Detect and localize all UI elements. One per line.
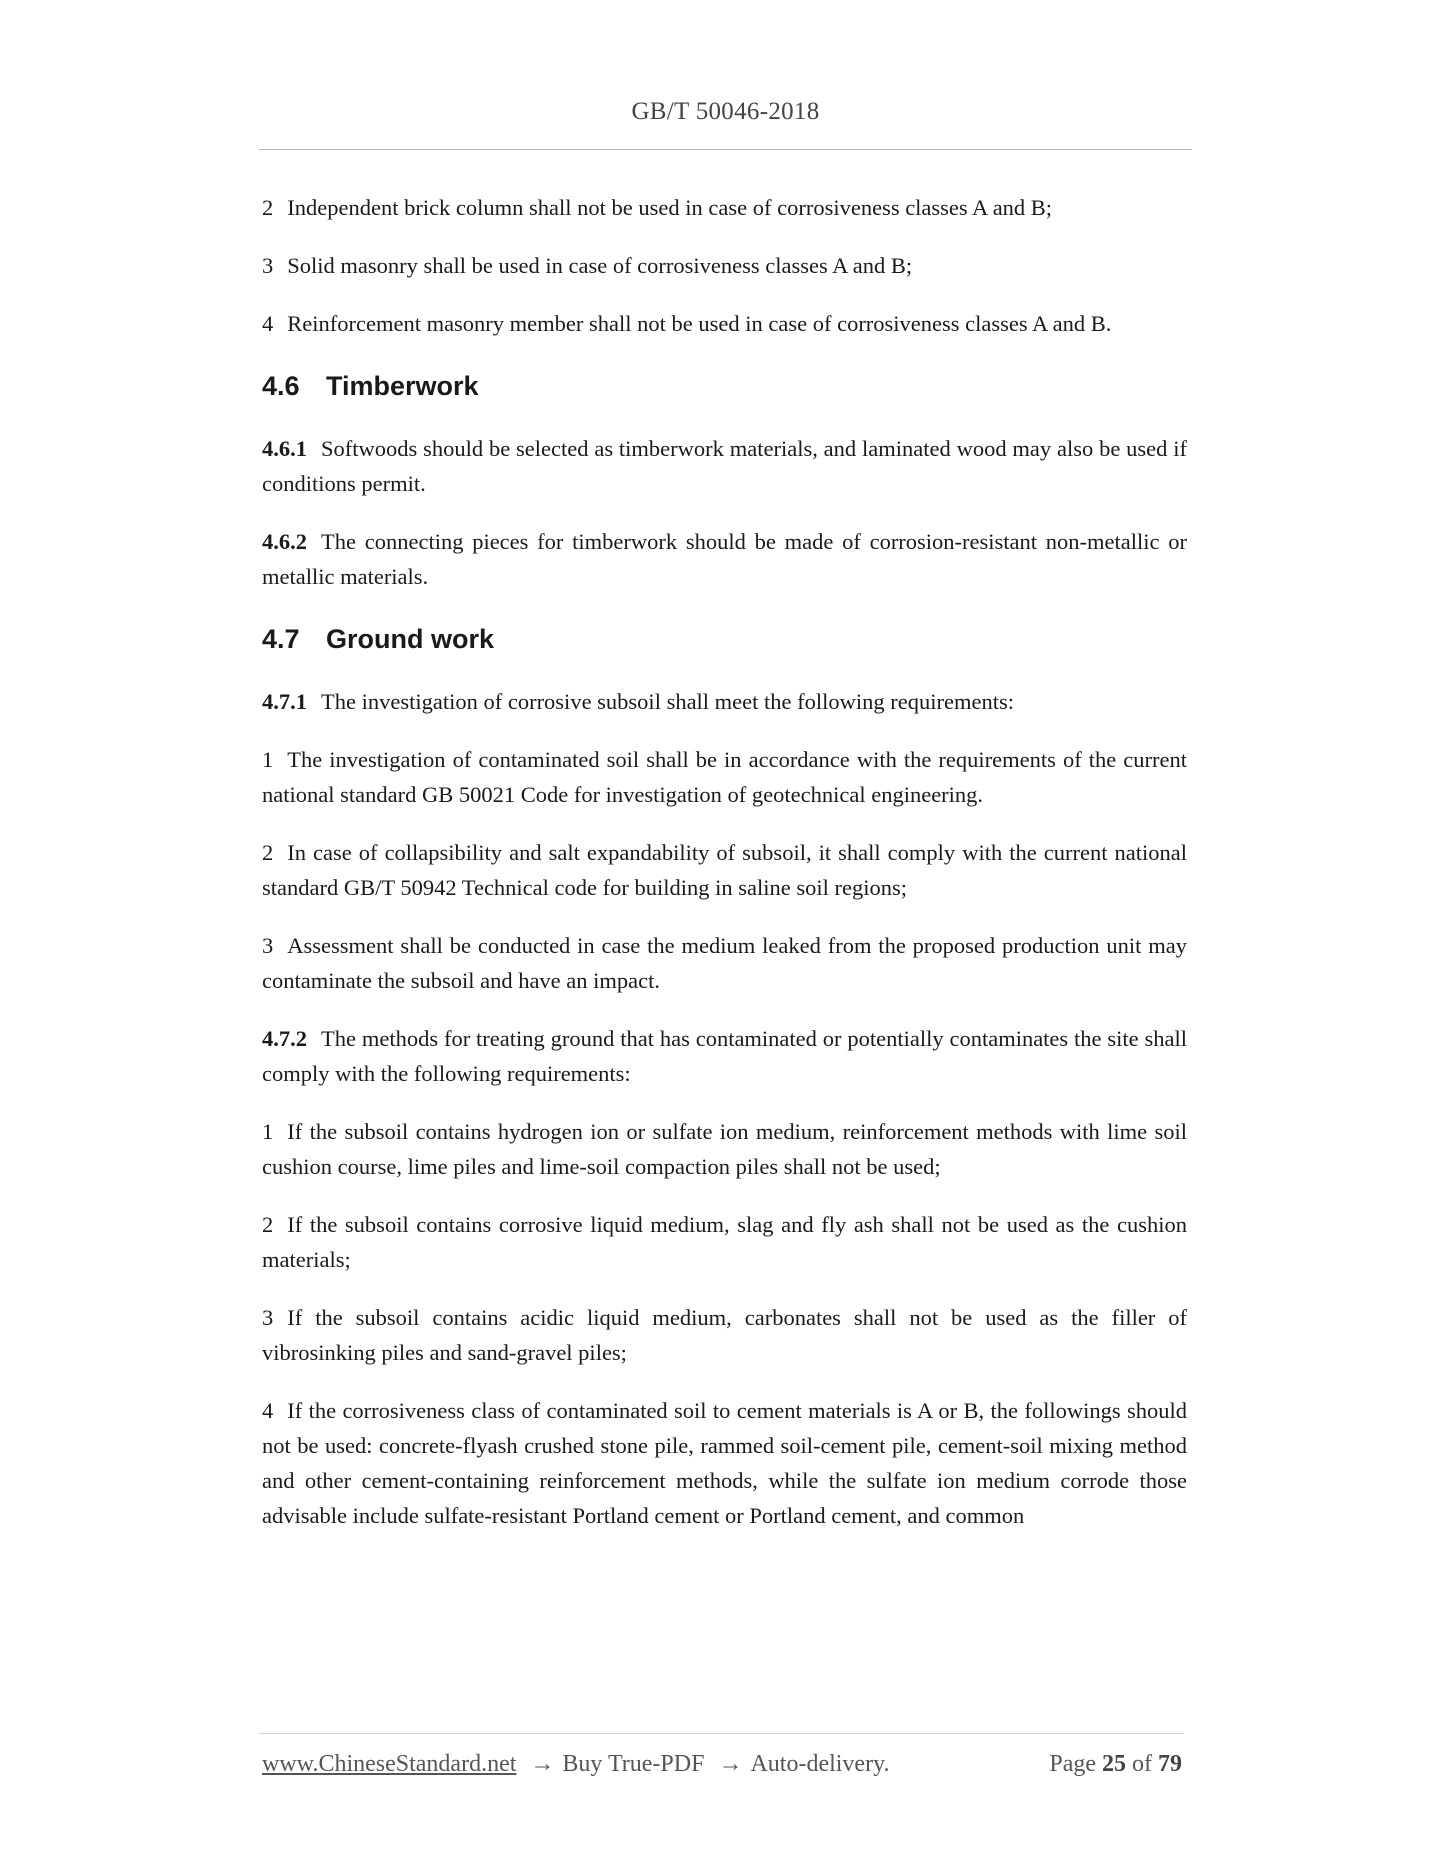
- section-title: Ground work: [326, 624, 494, 654]
- header-divider: [259, 149, 1192, 150]
- item-text: Reinforcement masonry member shall not be used in case of corrosiveness classes A and B.: [287, 311, 1112, 336]
- page-content: [262, 190, 1187, 1533]
- section-heading-4-6: [262, 369, 1187, 403]
- clause-4-6-2: [262, 524, 1187, 594]
- page-indicator: [1049, 1751, 1182, 1778]
- list-item: [262, 190, 1187, 225]
- list-item: [262, 1114, 1187, 1184]
- item-text: Independent brick column shall not be used in case of corrosiveness classes A and B;: [287, 195, 1053, 220]
- website-link[interactable]: www.ChineseStandard.net: [262, 1751, 517, 1777]
- section-title: Timberwork: [326, 371, 479, 401]
- of-label: of: [1132, 1751, 1152, 1777]
- list-item: [262, 835, 1187, 905]
- item-number: 3: [262, 253, 274, 278]
- item-number: 4: [262, 311, 274, 336]
- item-text: Assessment shall be conducted in case the medium leaked from the proposed production unit may contaminate the subsoil and have an impact.: [262, 933, 1187, 993]
- clause-4-7-1: [262, 684, 1187, 719]
- page-total: 79: [1158, 1751, 1182, 1777]
- item-number: 1: [262, 1119, 274, 1144]
- list-item: [262, 928, 1187, 998]
- clause-text: The connecting pieces for timberwork should be made of corrosion-resistant non-metallic or metallic materials.: [262, 529, 1187, 589]
- item-text: Solid masonry shall be used in case of corrosiveness classes A and B;: [287, 253, 913, 278]
- auto-delivery-text: Auto-delivery.: [750, 1751, 890, 1777]
- clause-number: 4.7.2: [262, 1026, 307, 1051]
- arrow-right-icon: →: [530, 1751, 555, 1777]
- list-item: [262, 1207, 1187, 1277]
- buy-pdf-text: Buy True-PDF: [562, 1751, 705, 1777]
- item-text: If the subsoil contains acidic liquid medium, carbonates shall not be used as the filler of vibrosinking piles and sand-gravel piles;: [262, 1305, 1187, 1365]
- page-number: 25: [1102, 1751, 1126, 1777]
- item-text: If the subsoil contains corrosive liquid medium, slag and fly ash shall not be used as the cushion materials;: [262, 1212, 1187, 1272]
- clause-4-6-1: [262, 431, 1187, 501]
- list-item: [262, 742, 1187, 812]
- item-number: 3: [262, 933, 274, 958]
- page-footer: [262, 1751, 1182, 1783]
- clause-number: 4.6.1: [262, 436, 307, 461]
- page-label: Page: [1049, 1751, 1096, 1777]
- item-text: If the corrosiveness class of contaminated soil to cement materials is A or B, the followings should not be used: concrete-flyash crushed stone pile, rammed soil-cement pile, cement-soil mixing method and other cement-containing reinforcement methods, while the sulfate ion medium corrode those advisable include sulfate-resistant Portland cement or Portland cement, and common: [262, 1398, 1187, 1528]
- item-number: 1: [262, 747, 274, 772]
- clause-4-7-2: [262, 1021, 1187, 1091]
- item-number: 2: [262, 840, 274, 865]
- clause-text: The investigation of corrosive subsoil shall meet the following requirements:: [321, 689, 1014, 714]
- clause-number: 4.7.1: [262, 689, 307, 714]
- section-number: 4.6: [262, 371, 300, 401]
- list-item: [262, 248, 1187, 283]
- item-text: If the subsoil contains hydrogen ion or sulfate ion medium, reinforcement methods with lime soil cushion course, lime piles and lime-soil compaction piles shall not be used;: [262, 1119, 1187, 1179]
- clause-number: 4.6.2: [262, 529, 307, 554]
- item-number: 3: [262, 1305, 274, 1330]
- section-number: 4.7: [262, 624, 300, 654]
- list-item: [262, 1393, 1187, 1533]
- page-header: GB/T 50046-2018: [631, 98, 820, 125]
- list-item: [262, 306, 1187, 341]
- item-text: The investigation of contaminated soil shall be in accordance with the requirements of the current national standard GB 50021 Code for investigation of geotechnical engineering.: [262, 747, 1187, 807]
- item-text: In case of collapsibility and salt expandability of subsoil, it shall comply with the current national standard GB/T 50942 Technical code for building in saline soil regions;: [262, 840, 1187, 900]
- clause-text: Softwoods should be selected as timberwork materials, and laminated wood may also be used if conditions permit.: [262, 436, 1187, 496]
- item-number: 2: [262, 1212, 274, 1237]
- arrow-right-icon: →: [718, 1751, 743, 1777]
- footer-divider: [259, 1733, 1184, 1734]
- footer-promo: [262, 1751, 890, 1778]
- list-item: [262, 1300, 1187, 1370]
- item-number: 2: [262, 195, 274, 220]
- item-number: 4: [262, 1398, 274, 1423]
- section-heading-4-7: [262, 622, 1187, 656]
- clause-text: The methods for treating ground that has contaminated or potentially contaminates the site shall comply with the following requirements:: [262, 1026, 1187, 1086]
